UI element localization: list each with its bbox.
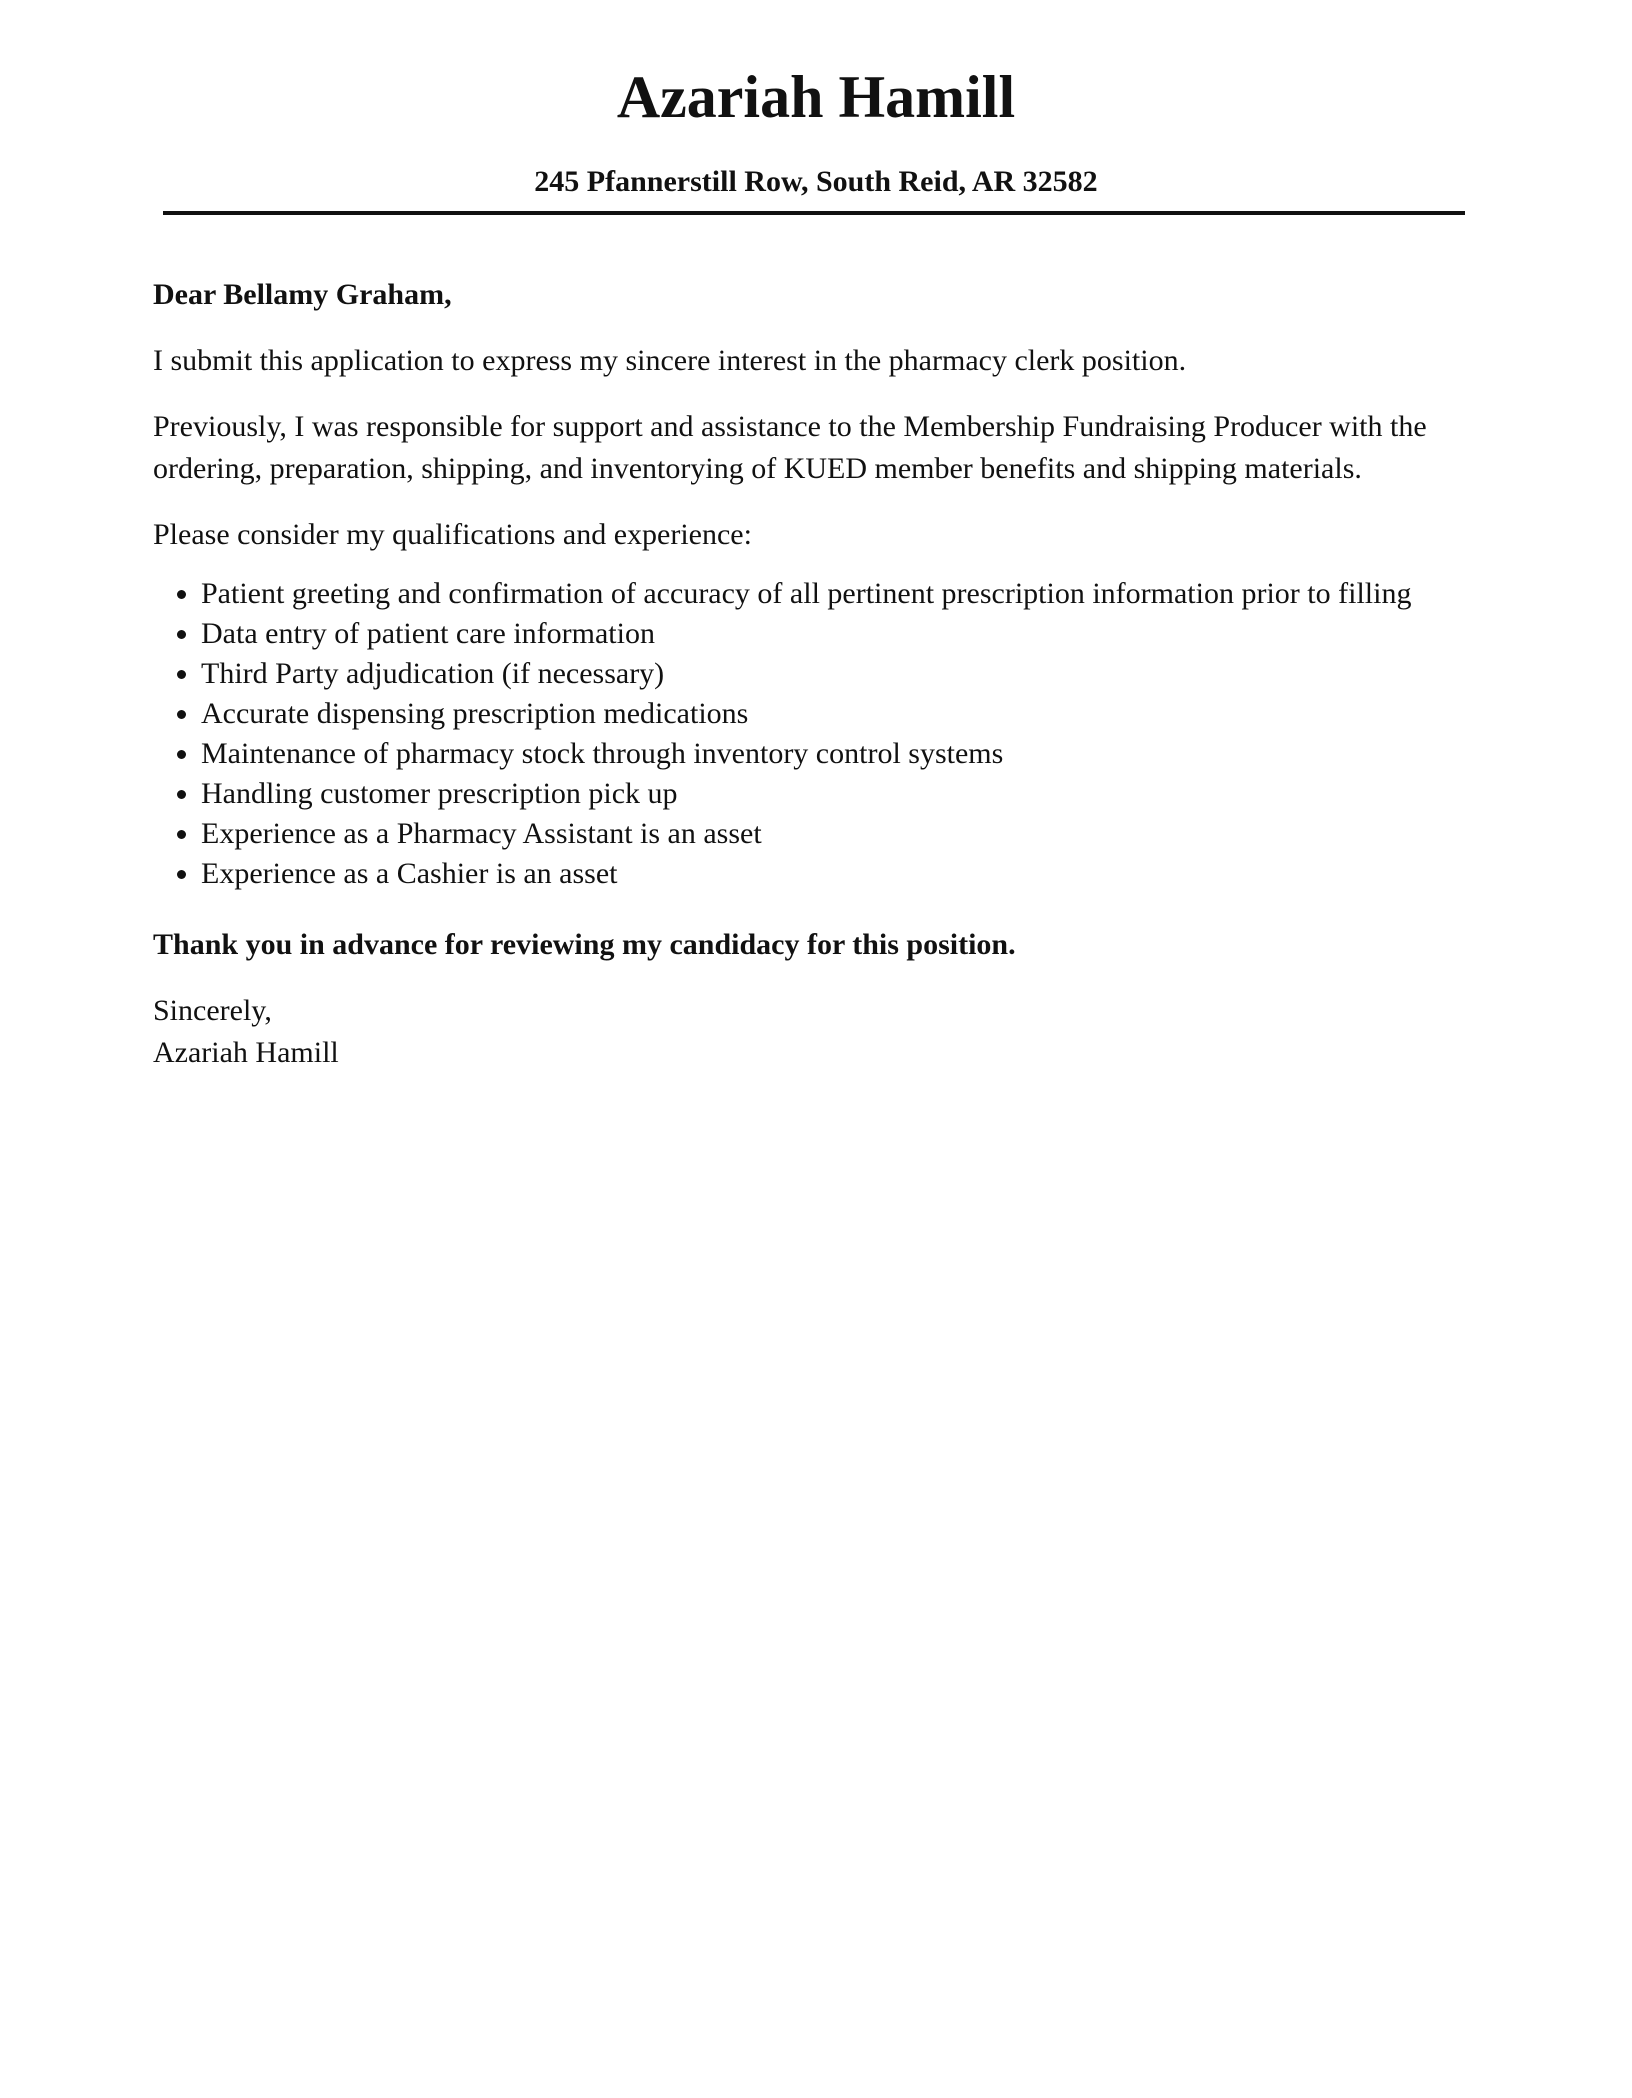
list-item: • Third Party adjudication (if necessary) [201,654,1468,694]
list-item: • Experience as a Cashier is an asset [201,854,1468,894]
header-divider [163,211,1465,215]
intro-paragraph: I submit this application to express my sincere interest in the pharmacy clerk position. [153,344,1187,377]
list-intro: Please consider my qualifications and experience: [153,518,752,551]
closing-line: Thank you in advance for reviewing my candidacy for this position. [153,928,1016,961]
list-item: • Experience as a Pharmacy Assistant is an asset [201,814,1468,854]
experience-paragraph: Previously, I was responsible for support and assistance to the Membership Fundraising Producer with the ordering, preparation, shipping, and inventorying of KUED member benefits and shipping materials. [153,410,1427,485]
applicant-name: Azariah Hamill [616,64,1016,130]
salutation: Dear Bellamy Graham, [153,278,452,311]
list-item: • Accurate dispensing prescription medications [201,694,1468,734]
sign-off: Sincerely, [153,994,272,1027]
applicant-address: 245 Pfannerstill Row, South Reid, AR 32582 [534,165,1098,198]
letter-body [153,274,1468,1074]
list-item: • Data entry of patient care information [201,614,1468,654]
qualifications-list [153,574,1468,894]
signature-name: Azariah Hamill [153,1036,339,1069]
list-item: • Handling customer prescription pick up [201,774,1468,814]
list-item: • Patient greeting and confirmation of accuracy of all pertinent prescription information prior to filling [201,574,1468,614]
list-item: • Maintenance of pharmacy stock through inventory control systems [201,734,1468,774]
